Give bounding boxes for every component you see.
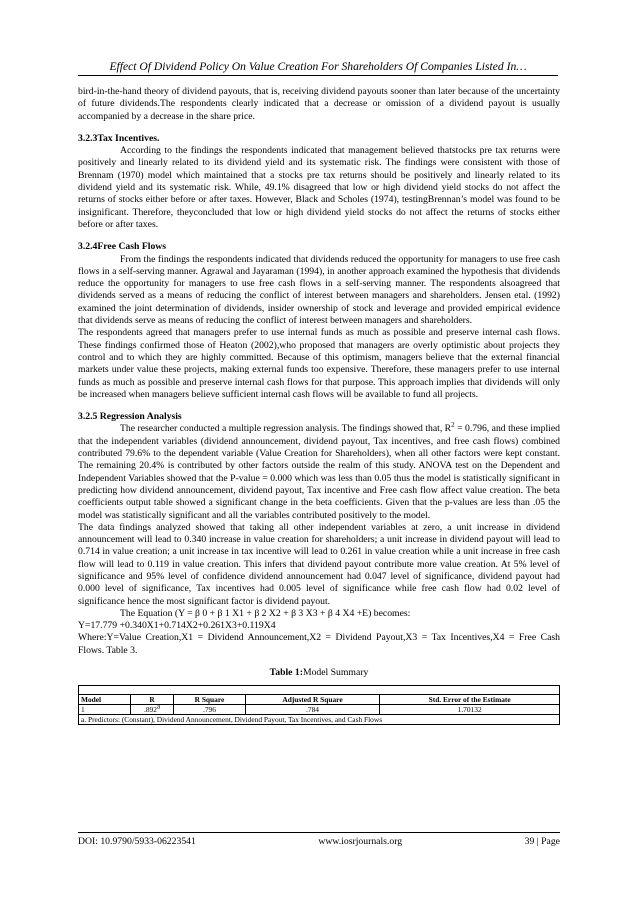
free-cash-flows-paragraph-1: From the findings the respondents indicated that dividends reduced the opportunity for managers to use free cash flows in a self-serving manner. Agrawal and Jayaraman (1994), in another approach examined the hypothesis that dividends reduce the opportunity for managers to use free cash flows in a self-serving manner. The respondents alsoagreed that dividends served as a means of reducing the conflict of interest between managers and shareholders. Jensen etal. (1992) examined the joint determination of dividends, insider ownership of stock and leverage and provided empirical evidence that dividends serve as means of reducing the conflict of interest between managers and shareholders. (78, 253, 560, 327)
cell-r-square: .796 (174, 705, 245, 715)
model-summary-table (78, 685, 560, 725)
section-heading-regression: 3.2.5 Regression Analysis (78, 411, 182, 423)
footer-website: www.iosrjournals.org (318, 836, 403, 847)
cell-r-superscript: a (156, 702, 161, 711)
article-body (78, 86, 560, 725)
running-title: Effect Of Dividend Policy On Value Creation For Shareholders Of Companies Listed In… (109, 60, 527, 73)
regression-equation: Y=17.779 +0.340X1+0.714X2+0.261X3+0.119X4 (78, 620, 276, 632)
regression-text-a: The researcher conducted a multiple regression analysis. The findings showed that, R (120, 423, 452, 435)
cell-adjusted-r-square: .784 (245, 705, 380, 715)
cell-r (130, 702, 173, 715)
header-r: R (130, 695, 173, 705)
table-caption (78, 667, 560, 679)
header-r-square: R Square (174, 695, 245, 705)
page-footer (78, 832, 560, 847)
cell-std-error: 1.70132 (380, 705, 560, 715)
tax-incentives-paragraph: According to the findings the respondents indicated that management believed thatstocks pre tax returns were positively and linearly related to its dividend yield and its systematic risk. The findings were consistent with those of Brennam (1970) model which maintained that a stocks pre tax returns should be positively and linearly related to its dividend yield and its systematic risk. While, 49.1% disagreed that low or high dividend yield stocks do not affect the returns of stocks either before or after taxes. However, Black and Scholes (1974), testingBrennan’s model was found to be insignificant. Therefore, theyconcluded that low or high dividend yield stocks do not affect the returns of stocks either before or after taxes. (78, 145, 560, 230)
header-model: Model (79, 695, 131, 705)
table-caption-title: Model Summary (302, 667, 369, 679)
variable-definitions: Where:Y=Value Creation,X1 = Dividend Announcement,X2 = Dividend Payout,X3 = Tax Incentives,X4 = Free Cash Flows. Table 3. (78, 632, 560, 656)
cell-model: 1 (79, 705, 131, 715)
table-top-row (79, 686, 560, 695)
table-top-cell (79, 686, 560, 695)
regression-paragraph-1 (78, 423, 560, 521)
section-heading-tax-incentives: 3.2.3Tax Incentives. (78, 132, 160, 144)
intro-paragraph: bird-in-the-hand theory of dividend payouts, that is, receiving dividend payouts sooner than later because of the uncertainty of future dividends.The respondents clearly indicated that a decrease or omission of a dividend payout is usually accompanied by a decrease in the share price. (78, 86, 560, 122)
table-row (79, 705, 560, 715)
section-heading-free-cash-flows: 3.2.4Free Cash Flows (78, 241, 167, 253)
equation-intro: The Equation (Y = β 0 + β 1 X1 + β 2 X2 + β 3 X3 + β 4 X4 +E) becomes: (120, 607, 411, 619)
footer-page-number: 39 | Page (524, 836, 560, 847)
regression-text-b: = 0.796, and these implied that the independent variables (dividend announcement, dividend payout, Tax incentives, and free cash flows) combined contributed 79.6% to the dependent variable (Value Creation for Shareholders), when all other factors were kept constant. The remaining 20.4% is contributed by other factors outside the realm of this study. ANOVA test on the Dependent and Independent Variables showed that the P-value = 0.000 which was less than 0.05 thus the model is statistically significant in predicting how dividend announcement, dividend payout, Tax incentive and Free cash flow affect value creation. The beta coefficients output table showed a significant change in the beta coefficients. Given that the p-values are less than .05 the model was statistically significant and all the variables contributed positively to the model. (78, 423, 561, 521)
table-note: a. Predictors: (Constant), Dividend Announcement, Dividend Payout, Tax Incentives, and Cash Flows (79, 715, 560, 725)
running-header (78, 60, 558, 76)
cell-r-value: .892 (144, 705, 157, 715)
header-std-error: Std. Error of the Estimate (380, 695, 560, 705)
table-header-row (79, 695, 560, 705)
header-adjusted-r-square: Adjusted R Square (245, 695, 380, 705)
free-cash-flows-paragraph-2: The respondents agreed that managers prefer to use internal funds as much as possible and preserve internal cash flows. These findings confirmed those of Heaton (2002),who proposed that managers are overly optimistic about projects they control and to which they are highly committed. Because of this optimism, managers believe that the external financial markets under value these projects, making external funds too expensive. Therefore, these managers prefer to use internal funds as much as possible and preserve internal cash flows for that purpose. This approach implies that dividends will only be increased when managers believe sufficient internal cash flows will be available to fund all projects. (78, 327, 560, 400)
table-caption-label: Table 1: (269, 667, 303, 679)
table-note-row (79, 715, 560, 725)
r-squared-superscript: 2 (451, 421, 455, 430)
regression-paragraph-2: The data findings analyzed showed that taking all other independent variables at zero, a unit increase in dividend announcement will lead to 0.340 increase in value creation for shareholders; a unit increase in dividend payout will lead to 0.714 in value creation; a unit increase in tax incentive will lead to 0.261 in value creation while a unit increase in free cash flow will lead to 0.119 in value creation. This infers that dividend payout contribute more value creation. At 5% level of significance and 95% level of confidence dividend announcement had 0.047 level of significance, dividend payout had 0.000 level of significance, Tax incentives had 0.005 level of significance while free cash flow had 0.02 level of significance hence the most significant factor is dividend payout. (78, 521, 560, 607)
footer-doi: DOI: 10.9790/5933-06223541 (78, 836, 196, 847)
